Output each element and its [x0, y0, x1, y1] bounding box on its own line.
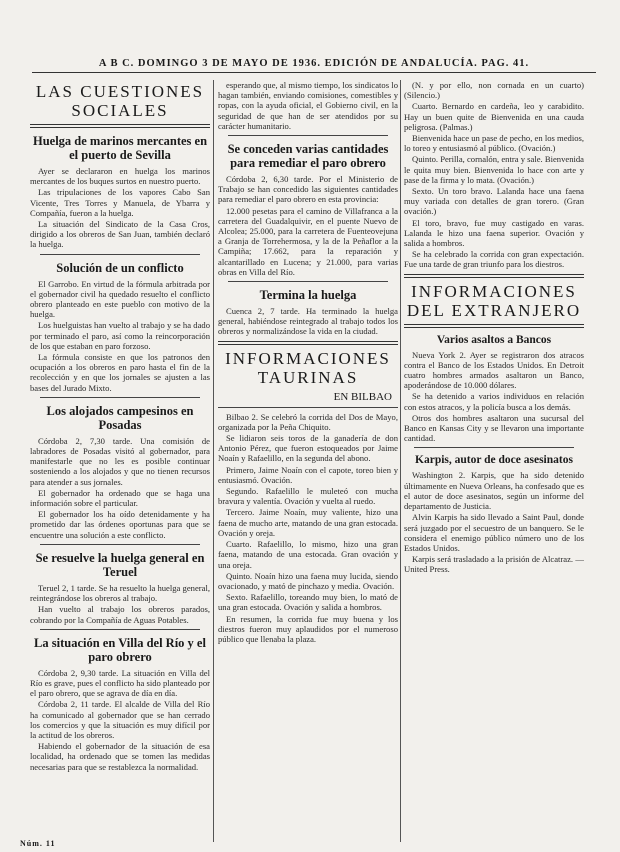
article-paragraph: Ayer se declararon en huelga los marinos mercantes de los buques surtos en nuestro puerto.: [30, 166, 210, 187]
article-paragraph: Cuenca 2, 7 tarde. Ha terminado la huelga general, habiéndose reintegrado al trabajo todos los obreros y normalizándose la vida en la ciudad.: [218, 306, 398, 337]
article-rule: [40, 629, 200, 630]
article-paragraph: Córdoba 2, 9,30 tarde. La situación en Villa del Río es grave, pues el conflicto ha sido planteado por el paro obrero, que se agrava de día en día.: [30, 667, 210, 699]
article-rule: [40, 544, 200, 545]
column-2: [218, 80, 398, 842]
article-paragraph: Se ha detenido a varios individuos en relación con estos atracos, y la policía busca a los demás.: [404, 391, 584, 412]
article-paragraph: Las tripulaciones de los vapores Cabo San Vicente, Tres Torres y Manuela, de Ybarra y Compañía, fueron a la huelga.: [30, 187, 210, 218]
article-paragraph: Segundo. Rafaelillo le muleteó con mucha bravura y valentía. Ovación y vuelta al ruedo.: [218, 486, 398, 507]
section-rule: [30, 124, 210, 128]
headline-solucion: Solución de un conflicto: [56, 260, 184, 275]
article-paragraph: El toro, bravo, fue muy castigado en varas. Lalanda le hizo una faena superior. Ovación y salida a hombros.: [404, 217, 584, 249]
article-paragraph: Quinto. Noaín hizo una faena muy lucida, siendo ovacionado, y mató de pinchazo y media. Ovación.: [218, 570, 398, 591]
article-paragraph: Alvin Karpis ha sido llevado a Saint Paul, donde será juzgado por el secuestro de un banquero. Se le considera el enemigo público número uno de los Estados Unidos.: [404, 512, 584, 553]
article-paragraph: Washington 2. Karpis, que ha sido detenido últimamente en Nueva Orleans, ha confesado que es el autor de doce asesinatos, según un informe del departamento de Justicia.: [404, 470, 584, 512]
article-rule: [414, 447, 574, 448]
article-paragraph: Otros dos hombres asaltaron una sucursal del Banco en Kansas City y se llevaron una importante cantidad.: [404, 412, 584, 444]
headline-cantidades: Se conceden varias cantidades para remediar el paro obrero: [227, 142, 389, 171]
article-paragraph: Bilbao 2. Se celebró la corrida del Dos de Mayo, organizada por la Peña Chiquito.: [218, 411, 398, 432]
article-paragraph: El Garrobo. En virtud de la fórmula arbitrada por el gobernador civil ha quedado resuelto el conflicto obrero planteado en este pueblo con motivo de la huelga.: [30, 278, 210, 320]
headline-karpis: Karpis, autor de doce asesinatos: [415, 454, 573, 467]
section-title-extranjero: INFORMACIONES DEL EXTRANJERO: [406, 281, 582, 320]
article-paragraph: Córdoba 2, 6,30 tarde. Por el Ministerio de Trabajo se han concedido las siguientes cantidades para remediar el paro obrero en esta provincia:: [218, 174, 398, 205]
section-rule: [404, 274, 584, 278]
article-paragraph: El gobernador los ha oído detenidamente y ha prometido dar las órdenes oportunas para que se encuentre una solución a este conflicto.: [30, 509, 210, 540]
column-divider-1: [213, 80, 214, 842]
section-rule: [218, 341, 398, 345]
article-paragraph: Se lidiaron seis toros de la ganadería de don Antonio Pérez, que fueron estoqueados por Jaime Noaín y Rafaelillo, en la segunda del abono.: [218, 433, 398, 464]
page-header: [22, 58, 606, 74]
section-rule: [404, 324, 584, 328]
article-paragraph: (N. y por ello, non cornada en un cuarto) (Silencio.): [404, 80, 584, 101]
article-paragraph: 12.000 pesetas para el camino de Villafranca a la carretera del Guadalquivir, en el puente Nuevo de Alcolea; 25.000, para la carretera de Fuenteovejuna a Granja de Torrehermosa, y la de la Peñaflor a la Campiña; 17.662, para la reparación y alcantarillado en Lucena; y 21.000, para varias obras en Villa del Río.: [218, 205, 398, 277]
article-paragraph: En resumen, la corrida fue muy buena y los diestros fueron muy aplaudidos por el numeroso público que llenaba la plaza.: [218, 613, 398, 644]
column-1: [30, 80, 210, 842]
article-paragraph: Karpis será trasladado a la prisión de Alcatraz. — United Press.: [404, 554, 584, 575]
article-paragraph: Cuarto. Rafaelillo, lo mismo, hizo una gran faena, matando de una estocada. Gran ovación y una oreja.: [218, 539, 398, 570]
article-rule: [40, 397, 200, 398]
section-title-taurinas: INFORMACIONES TAURINAS: [225, 348, 391, 387]
article-paragraph: Los huelguistas han vuelto al trabajo y se ha dado por terminado el paro, así como la reincorporación de los que estaban en paro forzoso.: [30, 320, 210, 351]
article-paragraph: Cuarto. Bernardo en cardeña, leo y carabidito. Hay un buen quite de Bienvenida en una cauda peligrosa. (Palmas.): [404, 101, 584, 132]
article-paragraph: Tercero. Jaime Noaín, muy valiente, hizo una faena de mucho arte, matando de una gran estocada. Ovación y oreja.: [218, 507, 398, 538]
article-paragraph: Córdoba 2, 11 tarde. El alcalde de Villa del Río ha comunicado al gobernador que se han cerrado los comercios y que la situación es muy difícil por la actitud de los obreros.: [30, 699, 210, 740]
article-paragraph: Córdoba 2, 7,30 tarde. Una comisión de labradores de Posadas visitó al gobernador, para manifestarle que no les es posible continuar sosteniendo a los alojados y que no tienen recursos para atender a sus jornales.: [30, 435, 210, 487]
article-paragraph: Habiendo el gobernador de la situación de esa localidad, ha ordenado que se tomen las medidas necesarias para que se restablezca la normalidad.: [30, 741, 210, 772]
article-paragraph: La situación del Sindicato de la Casa Cros, dirigido a los obreros de San Juan, también declaró la huelga.: [30, 219, 210, 250]
article-paragraph: La fórmula consiste en que los patronos den ocupación a los obreros en paro hasta el fin de la recolección y en que los jornales se ajusten a las bases del Jurado Mixto.: [30, 352, 210, 393]
article-paragraph: Sexto. Un toro bravo. Lalanda hace una faena muy variada con detalles de gran torero. (Gran ovación.): [404, 186, 584, 217]
article-rule: [40, 254, 200, 255]
article-paragraph: Sexto. Rafaelillo, toreando muy bien, lo mató de una gran estocada. Ovación y salida a hombros.: [218, 592, 398, 613]
article-paragraph: El gobernador ha ordenado que se haga una información sobre el particular.: [30, 487, 210, 509]
subheading-bilbao: EN BILBAO: [333, 390, 392, 403]
article-paragraph: Bienvenida hace un pase de pecho, en los medios, lo toreo y entusiasmó al público. (Ovación.): [404, 133, 584, 154]
section-rule: [218, 407, 398, 408]
headline-asaltos-bancos: Varios asaltos a Bancos: [436, 333, 552, 346]
column-divider-2: [400, 80, 401, 842]
article-rule: [228, 135, 388, 136]
article-paragraph: esperando que, al mismo tiempo, los sindicatos lo hagan también, enviando comisiones, comestibles y ropas, con la ayuda oficial, el Gobierno civil, en la seguridad de que han de ser atendidos por su carácter humanitario.: [218, 80, 398, 131]
section-title-social: LAS CUESTIONES SOCIALES: [35, 82, 205, 120]
headline-alojados: Los alojados campesinos en Posadas: [46, 403, 194, 432]
article-paragraph: Teruel 2, 1 tarde. Se ha resuelto la huelga general, reintegrándose los obreros al trabajo.: [30, 582, 210, 604]
article-paragraph: Nueva York 2. Ayer se registraron dos atracos contra el Banco de los Estados Unidos. En Detroit cuatro hombres armados asaltaron un Banco, apoderándose de 10.000 dólares.: [404, 349, 584, 391]
article-paragraph: Primero, Jaime Noaín con el capote, toreo bien y entusiasmó. Ovación.: [218, 464, 398, 485]
article-paragraph: Han vuelto al trabajo los obreros parados, cobrando por la Compañía de Aguas Potables.: [30, 604, 210, 625]
header-title: A B C. DOMINGO 3 DE MAYO DE 1936. EDICIÓN DE ANDALUCÍA. PAG. 41.: [98, 58, 530, 69]
page-footer: Núm. 11: [20, 839, 56, 848]
header-rule: [32, 72, 596, 73]
headline-villa-del-rio: La situación en Villa del Río y el paro obrero: [34, 635, 206, 664]
article-rule: [228, 281, 388, 282]
article-paragraph: Quinto. Perilla, cornalón, entra y sale. Bienvenida le quita muy bien. Bienvenida lo hace con arte y pase de la firma y lo mata. (Ovación.): [404, 154, 584, 185]
article-paragraph: Se ha celebrado la corrida con gran expectación. Fue una tarde de gran triunfo para los diestros.: [404, 249, 584, 270]
column-3: [404, 80, 584, 842]
headline-huelga-sevilla: Huelga de marinos mercantes en el puerto de Sevilla: [32, 134, 208, 162]
headline-teruel: Se resuelve la huelga general en Teruel: [35, 550, 205, 579]
headline-termina-huelga: Termina la huelga: [259, 288, 357, 303]
